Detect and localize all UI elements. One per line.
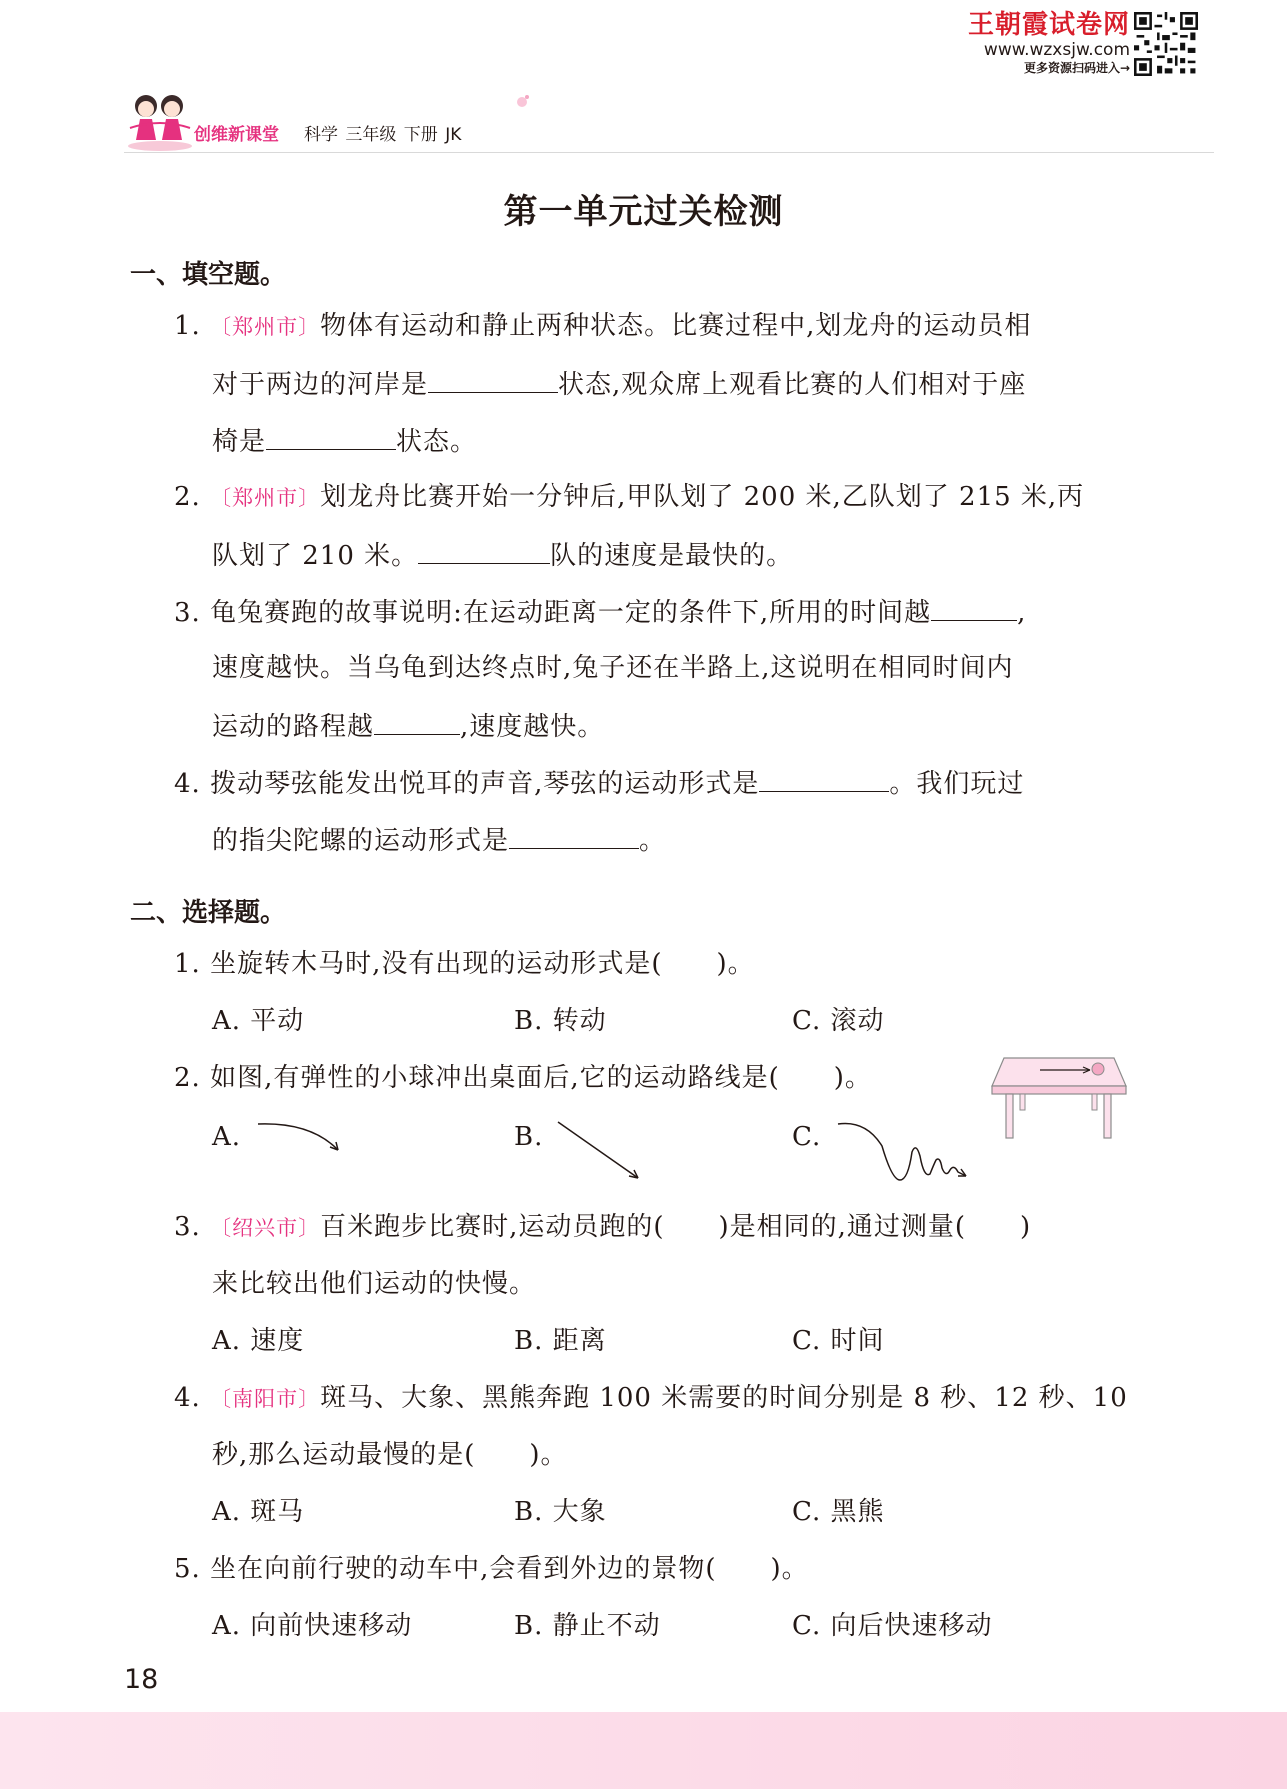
fill-q4-line1	[174, 765, 1024, 801]
question-text: 状态。	[396, 427, 478, 457]
sparkle-icon	[512, 92, 532, 112]
region-tag: 〔郑州市〕	[210, 315, 321, 339]
question-text: 坐旋转木马时,没有出现的运动形式是( )。	[210, 949, 755, 979]
answer-blank[interactable]	[931, 594, 1017, 621]
option-b[interactable]: B.	[514, 1122, 544, 1152]
option-a[interactable]: A. 斑马	[212, 1497, 305, 1527]
table-with-ball-icon	[990, 1054, 1130, 1144]
kids-mascot-icon	[124, 88, 196, 154]
fill-q4-line2	[212, 822, 666, 858]
region-tag: 〔南阳市〕	[210, 1387, 321, 1411]
choice-q5-line1	[174, 1552, 809, 1586]
option-b[interactable]: B. 转动	[514, 1006, 607, 1036]
question-text: 坐在向前行驶的动车中,会看到外边的景物( )。	[210, 1554, 809, 1584]
region-tag: 〔绍兴市〕	[210, 1216, 321, 1240]
fill-q1-line3	[212, 423, 477, 459]
question-text: 运动的路程越	[212, 712, 375, 742]
choice-q3-line2: 来比较出他们运动的快慢。	[212, 1269, 537, 1299]
fill-q1-line1	[174, 309, 1031, 344]
fill-q3-line3	[212, 708, 604, 744]
page-title: 第一单元过关检测	[503, 192, 784, 232]
question-number: 5.	[174, 1554, 201, 1584]
fill-q2-line1	[174, 480, 1084, 515]
question-text: ,速度越快。	[460, 712, 605, 742]
question-text: 对于两边的河岸是	[212, 370, 429, 400]
brand-block	[962, 10, 1130, 76]
series-name: 创维新课堂	[194, 125, 279, 145]
question-text: 。	[639, 826, 667, 856]
question-text: 队划了 210 米。	[212, 541, 419, 571]
answer-blank[interactable]	[418, 537, 550, 564]
fill-q3-line1	[174, 594, 1026, 630]
option-a[interactable]: A. 向前快速移动	[212, 1611, 413, 1641]
question-text: 物体有运动和静止两种状态。比赛过程中,划龙舟的运动员相	[320, 311, 1032, 341]
question-text: 划龙舟比赛开始一分钟后,甲队划了 200 米,乙队划了 215 米,丙	[320, 482, 1085, 512]
option-a[interactable]: A.	[212, 1122, 242, 1152]
bouncing-path-arrow-icon	[836, 1116, 976, 1186]
question-text: 的指尖陀螺的运动形式是	[212, 826, 510, 856]
answer-blank[interactable]	[374, 708, 460, 735]
region-tag: 〔郑州市〕	[210, 486, 321, 510]
choice-q2-line1	[174, 1061, 872, 1095]
option-c[interactable]: C. 滚动	[792, 1006, 885, 1036]
option-c[interactable]: C. 黑熊	[792, 1497, 885, 1527]
option-b[interactable]: B. 距离	[514, 1326, 607, 1356]
question-text: 百米跑步比赛时,运动员跑的( )是相同的,通过测量( )	[320, 1212, 1032, 1242]
question-text: 如图,有弹性的小球冲出桌面后,它的运动路线是( )。	[210, 1063, 872, 1093]
question-text: 龟兔赛跑的故事说明:在运动距离一定的条件下,所用的时间越	[210, 598, 932, 628]
question-text: 队的速度是最快的。	[550, 541, 794, 571]
question-number: 2.	[174, 482, 201, 512]
option-c[interactable]: C. 向后快速移动	[792, 1611, 993, 1641]
answer-blank[interactable]	[759, 765, 889, 792]
header-divider	[124, 152, 1214, 153]
choice-q4-line2: 秒,那么运动最慢的是( )。	[212, 1440, 568, 1470]
option-a[interactable]: A. 平动	[212, 1006, 305, 1036]
fill-q1-line2	[212, 366, 1026, 402]
question-text: 斑马、大象、黑熊奔跑 100 米需要的时间分别是 8 秒、12 秒、10	[320, 1383, 1128, 1413]
question-text: 。我们玩过	[889, 769, 1025, 799]
question-number: 4.	[174, 769, 201, 799]
choice-q1-line1	[174, 947, 755, 981]
question-number: 1.	[174, 949, 201, 979]
footer-band	[0, 1712, 1287, 1789]
answer-blank[interactable]	[509, 822, 639, 849]
choice-section-heading: 二、选择题。	[130, 898, 287, 928]
question-number: 3.	[174, 598, 201, 628]
fill-section-heading: 一、填空题。	[130, 260, 287, 290]
curved-path-arrow-icon	[256, 1118, 346, 1158]
option-b[interactable]: B. 静止不动	[514, 1611, 661, 1641]
fill-q2-line2	[212, 537, 793, 573]
question-text: 椅是	[212, 427, 267, 457]
answer-blank[interactable]	[266, 423, 396, 450]
straight-path-arrow-icon	[556, 1118, 644, 1184]
option-a[interactable]: A. 速度	[212, 1326, 305, 1356]
page-number: 18	[124, 1664, 159, 1695]
question-number: 1.	[174, 311, 201, 341]
question-number: 2.	[174, 1063, 201, 1093]
qr-code-icon[interactable]	[1134, 12, 1198, 76]
answer-blank[interactable]	[428, 366, 558, 393]
choice-q3-line1	[174, 1210, 1031, 1245]
brand-name: 王朝霞试卷网	[967, 10, 1130, 40]
subject-label: 科学 三年级 下册 JK	[304, 125, 462, 145]
question-text: 拨动琴弦能发出悦耳的声音,琴弦的运动形式是	[210, 769, 760, 799]
question-text: 状态,观众席上观看比赛的人们相对于座	[558, 370, 1027, 400]
option-b[interactable]: B. 大象	[514, 1497, 607, 1527]
fill-q3-line2: 速度越快。当乌龟到达终点时,兔子还在半路上,这说明在相同时间内	[212, 653, 1014, 683]
option-c[interactable]: C. 时间	[792, 1326, 885, 1356]
choice-q4-line1	[174, 1381, 1128, 1416]
brand-url[interactable]: www.wzxsjw.com	[983, 40, 1130, 60]
question-number: 3.	[174, 1212, 201, 1242]
option-c[interactable]: C.	[792, 1122, 822, 1152]
brand-more-text: 更多资源扫码进入→	[1023, 61, 1130, 75]
question-text: ,	[1017, 598, 1027, 628]
question-number: 4.	[174, 1383, 201, 1413]
